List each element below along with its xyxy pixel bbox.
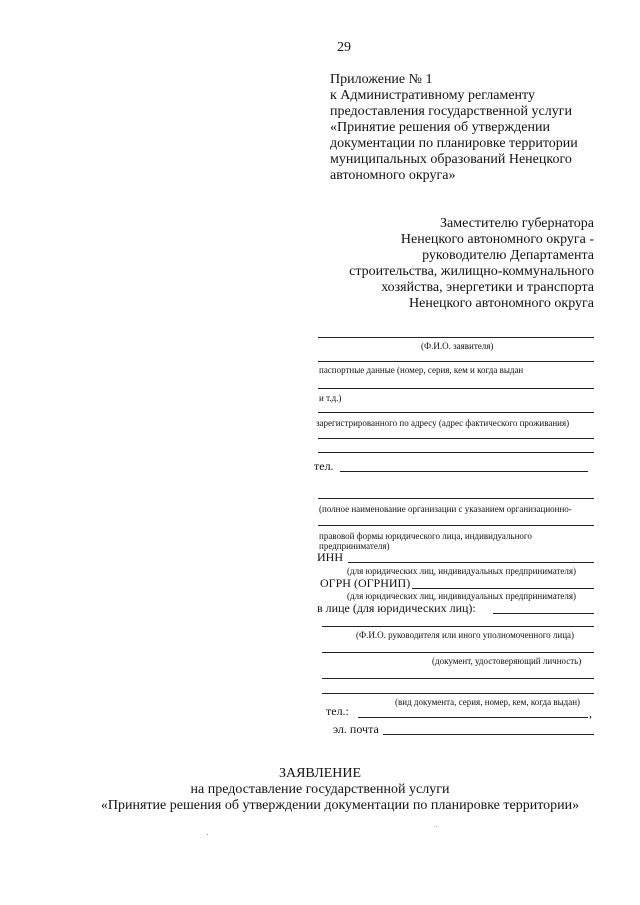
appendix-line: предоставления государственной услуги — [330, 104, 572, 119]
appendix-line: Приложение № 1 — [330, 72, 433, 87]
addressee-line: Ненецкого автономного округа - — [400, 232, 594, 247]
addressee-line: Ненецкого автономного округа — [409, 296, 594, 311]
addressee-line: строительства, жилищно-коммунального — [349, 264, 594, 279]
tel2-label: тел.: — [326, 704, 349, 718]
person-label: в лице (для юридических лиц): — [317, 601, 476, 615]
ogrn-label: ОГРН (ОГРНИП) — [320, 576, 411, 590]
appendix-line: автономного округа» — [330, 168, 456, 183]
inn-line[interactable] — [348, 562, 594, 563]
appendix-line: документации по планировке территории — [330, 136, 578, 151]
passport-line-2[interactable] — [318, 388, 594, 389]
statement-line-2: «Принятие решения об утверждении документации по планировке территории» — [100, 798, 580, 813]
doc-type-note: (вид документа, серия, номер, кем, когда выдан) — [395, 697, 581, 707]
tel-line[interactable] — [340, 471, 588, 472]
address-note: зарегистрированного по адресу (адрес фактического проживания) — [316, 418, 570, 428]
address-line[interactable] — [318, 412, 594, 413]
passport-line[interactable] — [318, 361, 594, 362]
appendix-line: к Административному регламенту — [330, 88, 535, 103]
person-line[interactable] — [493, 613, 594, 614]
ogrn-note: (для юридических лиц, индивидуальных предпринимателя) — [347, 591, 577, 601]
doc-note: (документ, удостоверяющий личность) — [432, 656, 582, 666]
addressee-block — [300, 216, 594, 312]
org-note-3: предпринимателя) — [319, 541, 390, 551]
addressee-line: хозяйства, энергетики и транспорта — [381, 280, 594, 295]
appendix-line: «Принятие решения об утверждении — [330, 120, 550, 135]
org-line[interactable] — [318, 498, 594, 499]
addressee-line: руководителю Департамента — [422, 248, 594, 263]
appendix-block — [330, 72, 578, 184]
org-line-2[interactable] — [318, 525, 594, 526]
inn-note: (для юридических лиц, индивидуальных предпринимателя) — [347, 566, 577, 576]
org-note: (полное наименование организации с указанием организационно- — [319, 504, 572, 514]
tel2-comma: , — [589, 706, 592, 720]
doc-line-3[interactable] — [322, 693, 594, 694]
doc-line[interactable] — [322, 652, 594, 653]
org-note-2: правовой формы юридического лица, индивидуального — [319, 531, 532, 541]
tel-label: тел. — [314, 459, 334, 473]
passport-note: паспортные данные (номер, серия, кем и когда выдан — [319, 365, 524, 375]
statement-title: ЗАЯВЛЕНИЕ — [278, 766, 362, 781]
ogrn-line[interactable] — [412, 588, 594, 589]
tel2-line[interactable] — [358, 717, 588, 718]
inn-label: ИНН — [317, 550, 343, 564]
address-line-3[interactable] — [318, 452, 594, 453]
scan-speck — [436, 826, 437, 827]
scan-speck — [207, 834, 208, 835]
statement-line-1: на предоставление государственной услуги — [190, 782, 450, 797]
appendix-line: муниципальных образований Ненецкого — [330, 152, 572, 167]
email-line[interactable] — [383, 734, 594, 735]
head-note: (Ф.И.О. руководителя или иного уполномоченного лица) — [356, 630, 575, 640]
page-number: 29 — [337, 40, 351, 55]
passport-note-2: и т.д.) — [319, 393, 342, 403]
fio-line[interactable] — [318, 337, 594, 338]
addressee-line: Заместителю губернатора — [440, 216, 594, 231]
head-line[interactable] — [322, 626, 594, 627]
doc-line-2[interactable] — [322, 678, 594, 679]
email-label: эл. почта — [333, 722, 379, 736]
fio-note: (Ф.И.О. заявителя) — [421, 341, 494, 351]
address-line-2[interactable] — [318, 438, 594, 439]
